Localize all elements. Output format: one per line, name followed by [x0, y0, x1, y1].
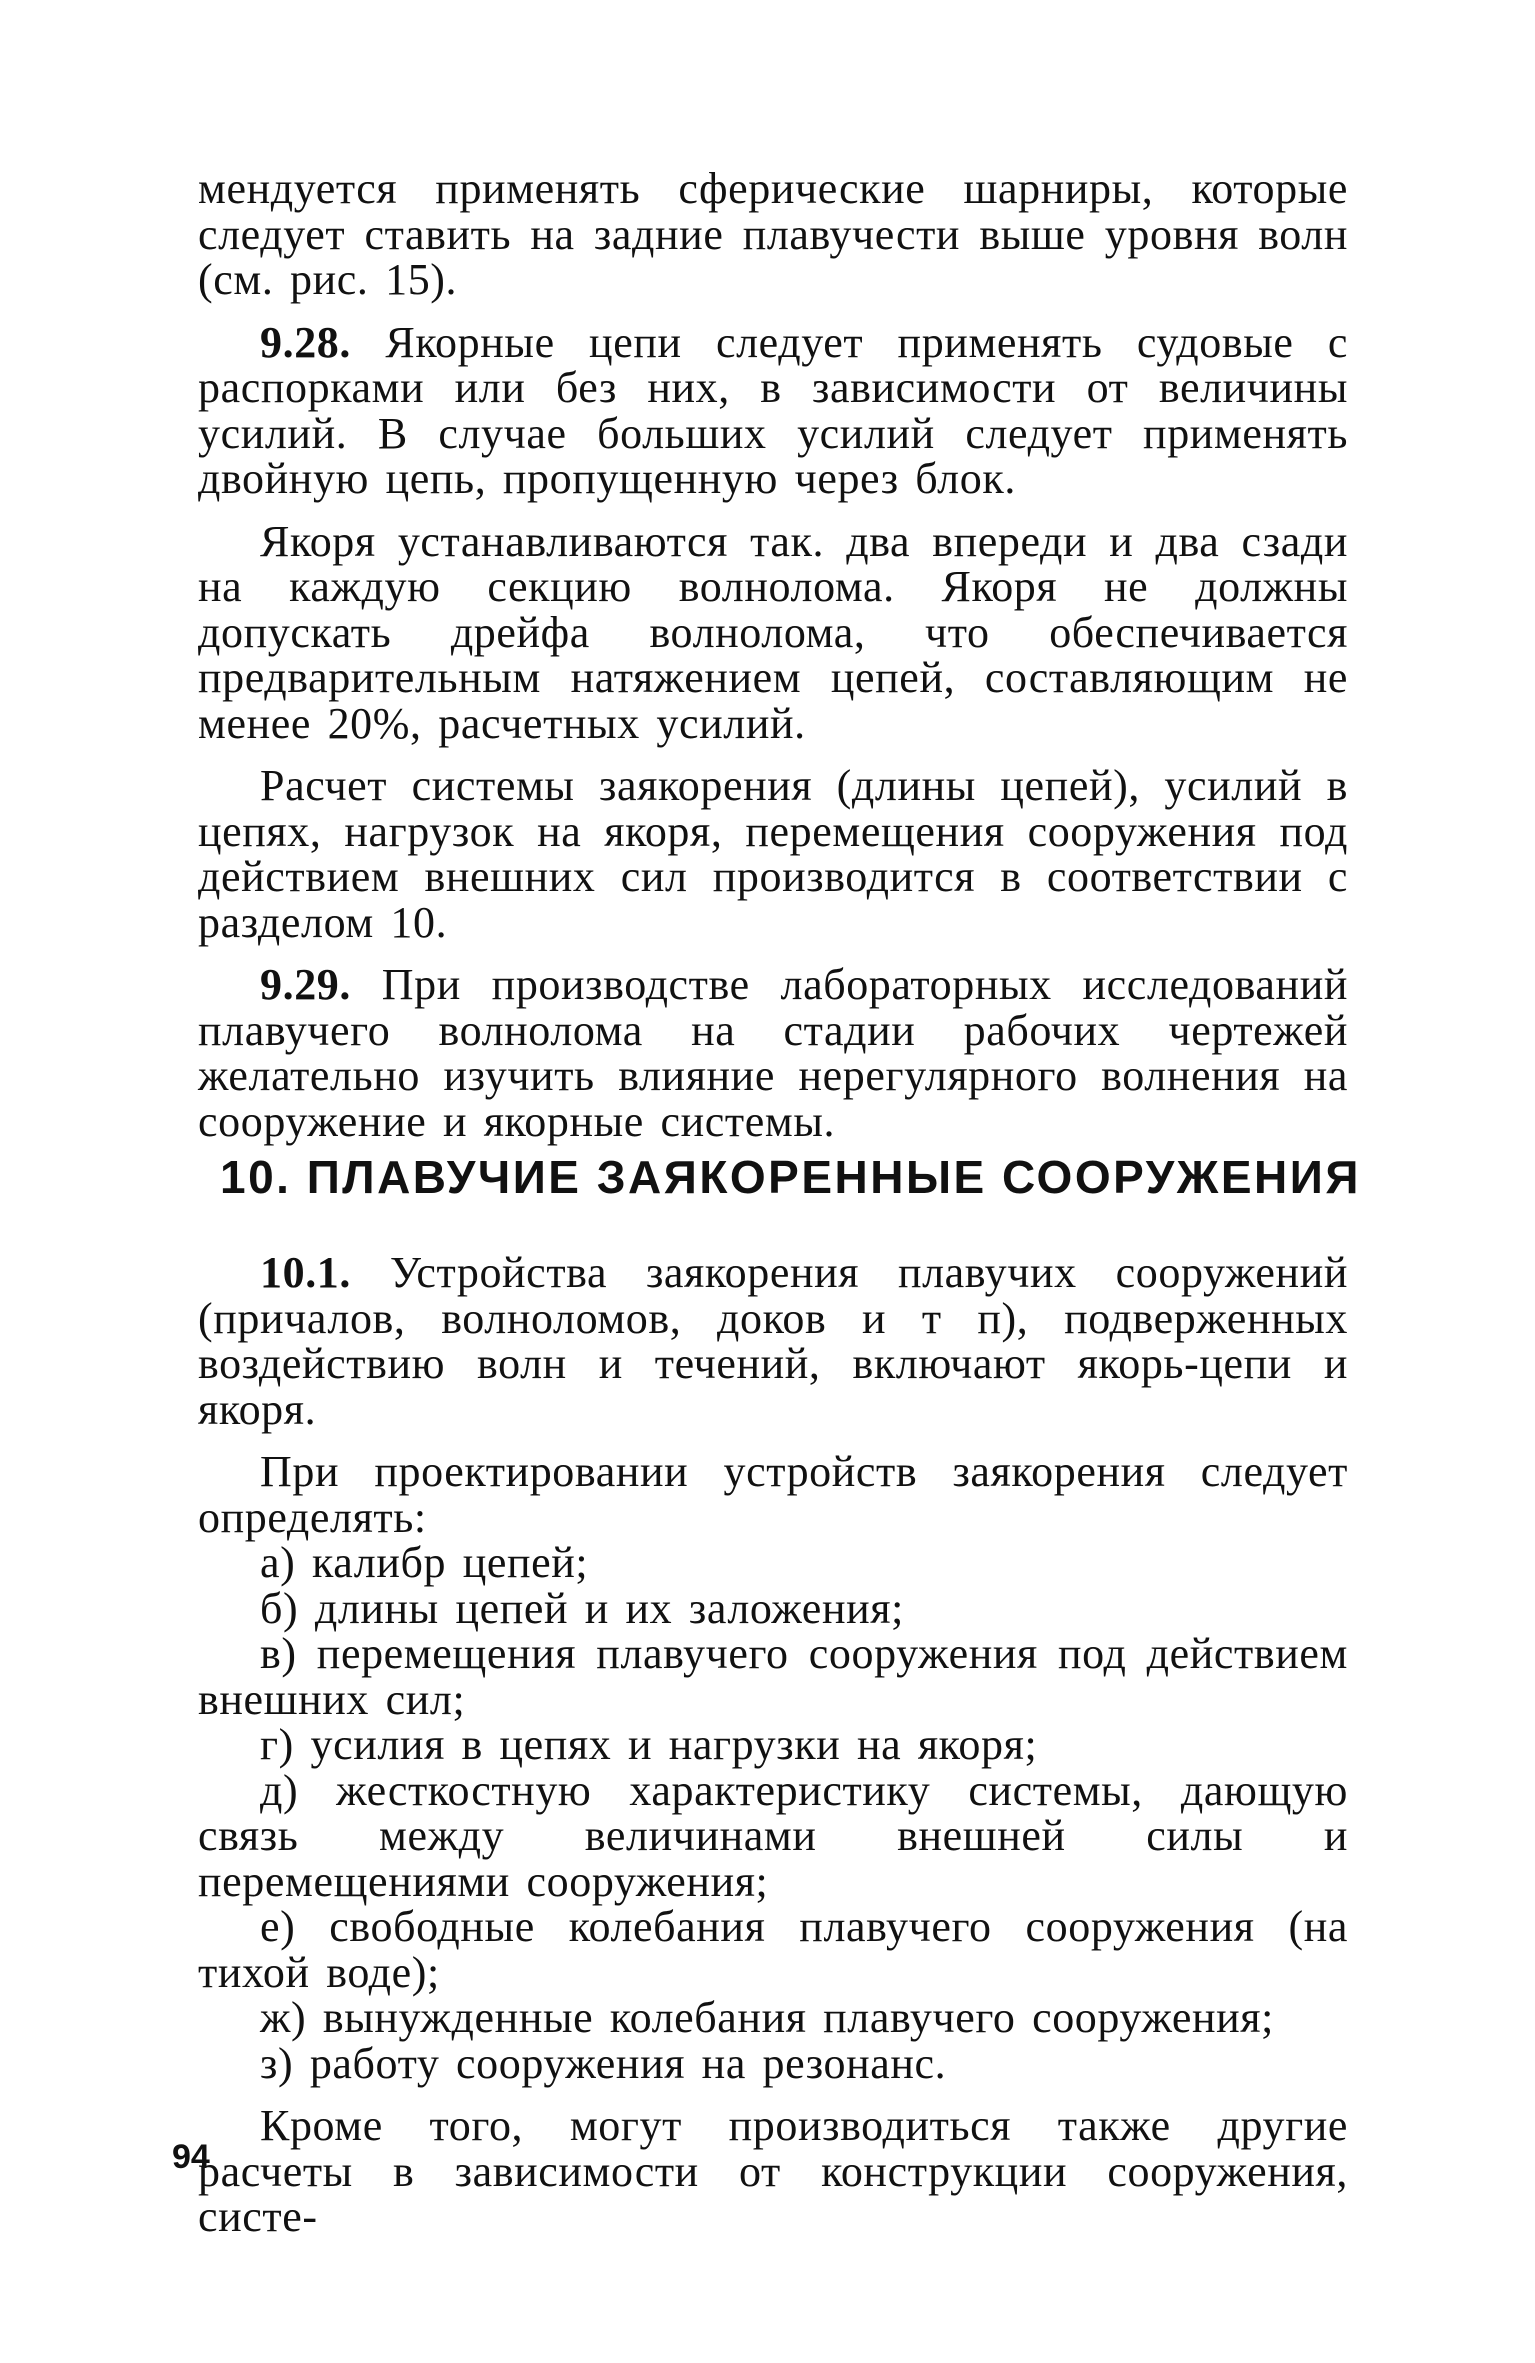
paragraph-9-29 — [198, 962, 1348, 1144]
section-heading: 10. ПЛАВУЧИЕ ЗАЯКОРЕННЫЕ СООРУЖЕНИЯ — [220, 1151, 1361, 1203]
paragraph-10-1 — [198, 1250, 1348, 1432]
list-item: д) жесткостную характеристику системы, дающую связь между величинами внешней силы и перемещениями сооружения; — [198, 1765, 1348, 1906]
paragraph-calculation — [198, 763, 1348, 945]
clause-number: 9.28. — [260, 317, 351, 367]
top-text-block — [198, 166, 1348, 1144]
paragraph-text: Якорные цепи следует применять судовые с распорками или без них, в зависимости от величины усилий. В случае больших усилий следует применять двойную цепь, пропущенную через блок. — [198, 317, 1348, 503]
paragraph-text: При производстве лабораторных исследований плавучего волнолома на стадии рабочих чертежей желательно изучить влияние нерегулярного волнения на сооружение и якорные системы. — [198, 960, 1348, 1146]
page-number: 94 — [172, 2138, 210, 2176]
clause-number: 9.29. — [260, 960, 351, 1009]
paragraph-text: При проектировании устройств заякорения следует определять: — [198, 1447, 1348, 1542]
list-item: ж) вынужденные колебания плавучего сооружения; — [260, 1993, 1274, 2042]
paragraph-text: Якоря устанавливаются так. два впереди и два сзади на каждую секцию волнолома. Якоря не должны допускать дрейфа волнолома, что обеспечивается предварительным натяжением цепей, составляющим не менее 20%, расчетных усилий. — [198, 516, 1348, 748]
paragraph-text: мендуется применять сферические шарниры, которые следует ставить на задние плавучести выше уровня волн (см. рис. 15). — [198, 164, 1348, 304]
list-item: в) перемещения плавучего сооружения под действием внешних сил; — [198, 1629, 1348, 1724]
paragraph-text: Устройства заякорения плавучих сооружений (причалов, волноломов, доков и т п), подверженных воздействию волн и течений, включают якорь-цепи и якоря. — [198, 1248, 1348, 1434]
paragraph-anchors — [198, 516, 1348, 748]
list-item: г) усилия в цепях и нагрузки на якоря; — [260, 1720, 1038, 1769]
list-item: з) работу сооружения на резонанс. — [260, 2038, 947, 2088]
paragraph-continuation — [198, 166, 1348, 303]
paragraph-text: Расчет системы заякорения (длины цепей), усилий в цепях, нагрузок на якоря, перемещения сооружения под действием внешних сил производится в соответствии с разделом 10. — [198, 761, 1348, 947]
list-item: а) калибр цепей; — [260, 1538, 589, 1587]
paragraph-design — [198, 1449, 1348, 1540]
paragraph-closing: Кроме того, могут производиться также другие расчеты в зависимости от конструкции сооружения, систе- — [198, 2101, 1348, 2241]
list-item: е) свободные колебания плавучего сооружения (на тихой воде); — [198, 1902, 1348, 1997]
list-item: б) длины цепей и их заложения; — [260, 1583, 904, 1633]
bottom-text-block — [198, 1250, 1348, 2240]
paragraph-9-28 — [198, 317, 1348, 503]
clause-number: 10.1. — [260, 1248, 351, 1297]
